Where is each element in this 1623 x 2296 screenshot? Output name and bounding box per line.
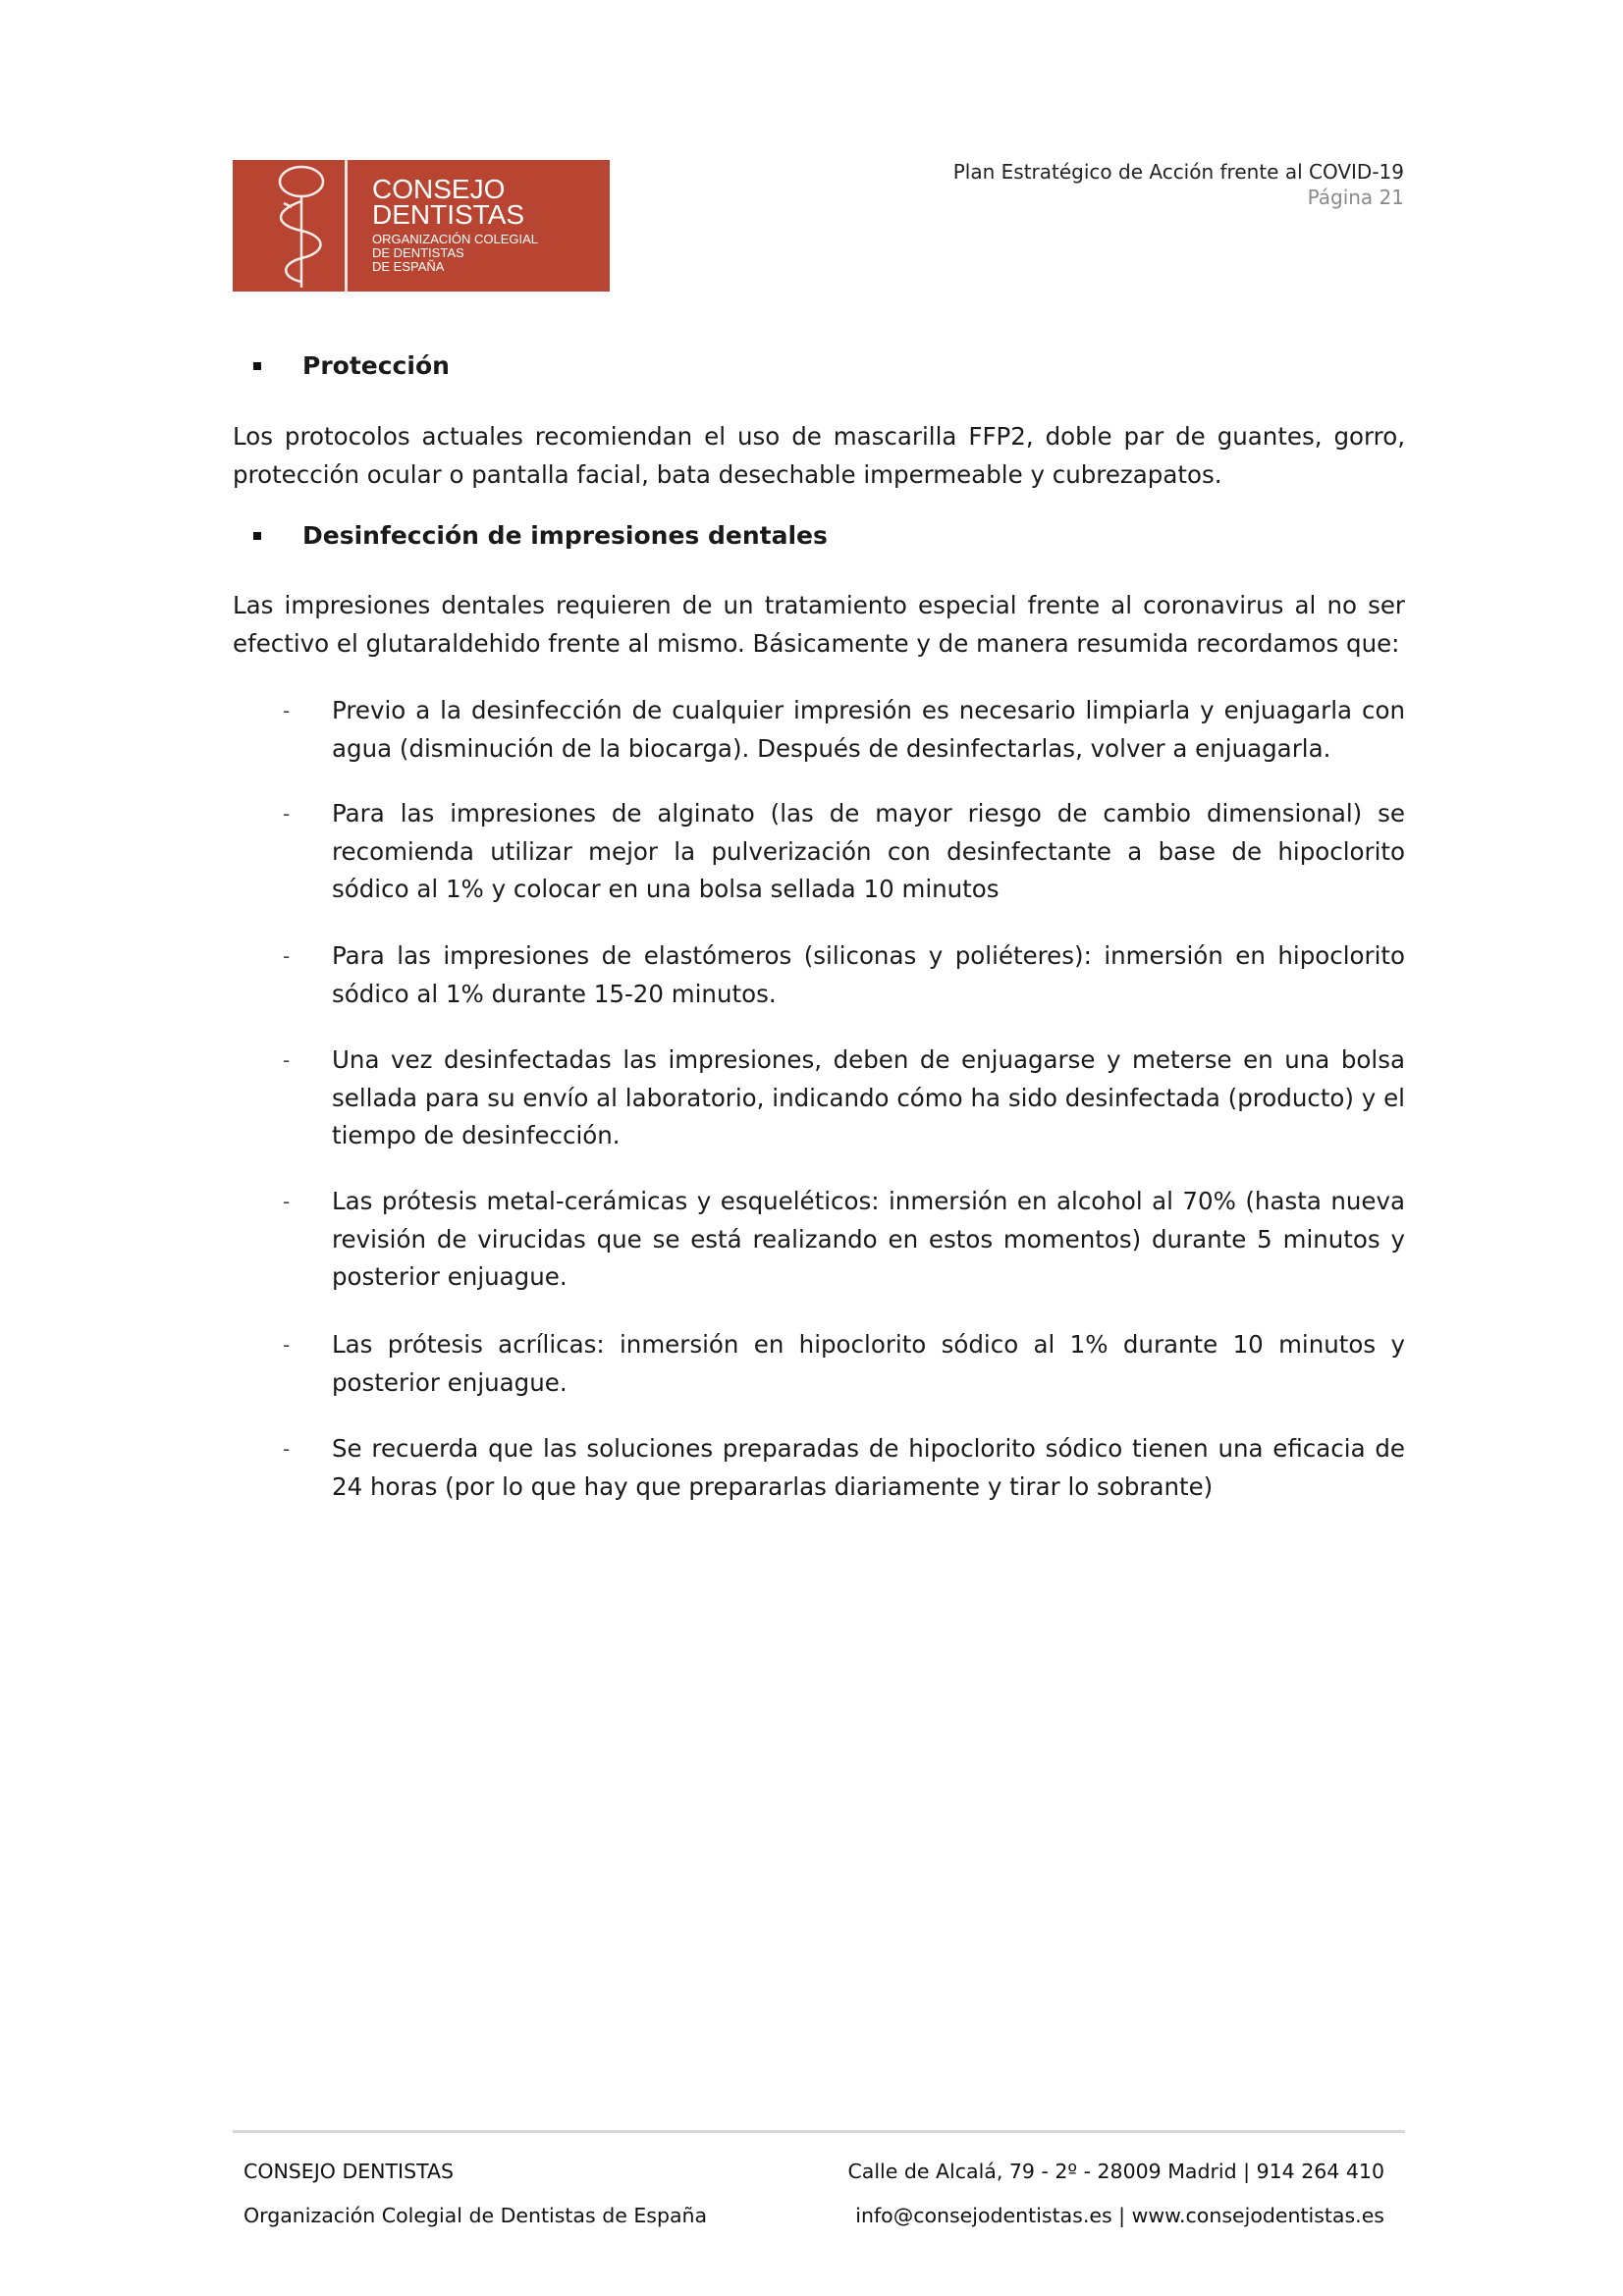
caduceus-icon [262,162,341,290]
consejo-dentistas-logo [233,160,610,292]
list-item-text: Para las impresiones de alginato (las de mayor riesgo de cambio dimensional) se recomienda utilizar mejor la pulverización con desinfectante a base de hipoclorito sódico al 1% y colocar en una bolsa sellada 10 minutos [332,799,1405,903]
section-paragraph: Las impresiones dentales requieren de un tratamiento especial frente al coronavirus al no ser efectivo el glutaraldehido frente al mismo. Básicamente y de manera resumida recordamos que: [233,591,1405,658]
list-item [283,1041,1405,1155]
section-heading-text: Protección [302,351,450,380]
logo-subtitle-line: DE ESPAÑA [372,259,445,274]
list-item [283,795,1405,909]
square-bullet-icon [253,532,261,540]
list-item [283,937,1405,1013]
logo-title-line: CONSEJO [372,174,506,204]
list-item-text: Las prótesis acrílicas: inmersión en hipoclorito sódico al 1% durante 10 minutos y posterior enjuague. [332,1330,1405,1397]
footer-org-name: CONSEJO DENTISTAS [243,2160,455,2183]
list-item-text: Se recuerda que las soluciones preparadas de hipoclorito sódico tienen una eficacia de 24 horas (por lo que hay que prepararlas diariamente y tirar lo sobrante) [332,1434,1405,1501]
square-bullet-icon [253,362,261,370]
dash-marker: - [283,1190,291,1213]
section-paragraph: Los protocolos actuales recomiendan el uso de mascarilla FFP2, doble par de guantes, gorro, protección ocular o pantalla facial, bata desechable impermeable y cubrezapatos. [233,422,1405,489]
footer-divider [233,2130,1405,2133]
page-number: Página 21 [1307,186,1404,209]
logo-title-line: DENTISTAS [372,199,525,230]
section-heading-text: Desinfección de impresiones dentales [302,521,828,550]
logo-subtitle [372,233,538,274]
dash-marker: - [283,699,291,722]
dash-marker: - [283,1048,291,1072]
document-title: Plan Estratégico de Acción frente al COVID-19 [952,160,1404,184]
logo-title [372,174,525,230]
list-item-text: Las prótesis metal-cerámicas y esqueléticos: inmersión en alcohol al 70% (hasta nueva revisión de virucidas que se está realizando en estos momentos) durante 5 minutos y posterior enjuague. [332,1187,1405,1291]
list-item-text: Previo a la desinfección de cualquier impresión es necesario limpiarla y enjuagarla con agua (disminución de la biocarga). Después de desinfectarlas, volver a enjuagarla. [332,696,1405,763]
logo-subtitle-line: ORGANIZACIÓN COLEGIAL [372,232,539,246]
list-item-text: Para las impresiones de elastómeros (siliconas y poliéteres): inmersión en hipoclorito sódico al 1% durante 15-20 minutos. [332,941,1405,1008]
running-header [953,159,1404,210]
section-heading-proteccion [253,351,450,380]
dash-marker: - [283,1437,291,1461]
footer-contact: info@consejodentistas.es | www.consejodentistas.es [855,2204,1384,2227]
section-heading-desinfeccion [253,521,828,550]
list-item [283,1326,1405,1402]
dash-marker: - [283,802,291,826]
list-item-text: Una vez desinfectadas las impresiones, deben de enjuagarse y meterse en una bolsa sellada para su envío al laboratorio, indicando cómo ha sido desinfectada (producto) y el tiempo de desinfección. [332,1045,1405,1149]
logo-divider [345,160,348,292]
footer-address: Calle de Alcalá, 79 - 2º - 28009 Madrid | 914 264 410 [847,2160,1384,2183]
list-item [283,1430,1405,1506]
logo-subtitle-line: DE DENTISTAS [372,245,464,260]
dash-marker: - [283,944,291,968]
footer-org-full: Organización Colegial de Dentistas de España [243,2204,708,2227]
dash-marker: - [283,1333,291,1357]
list-item [283,1183,1405,1297]
list-item [283,692,1405,768]
